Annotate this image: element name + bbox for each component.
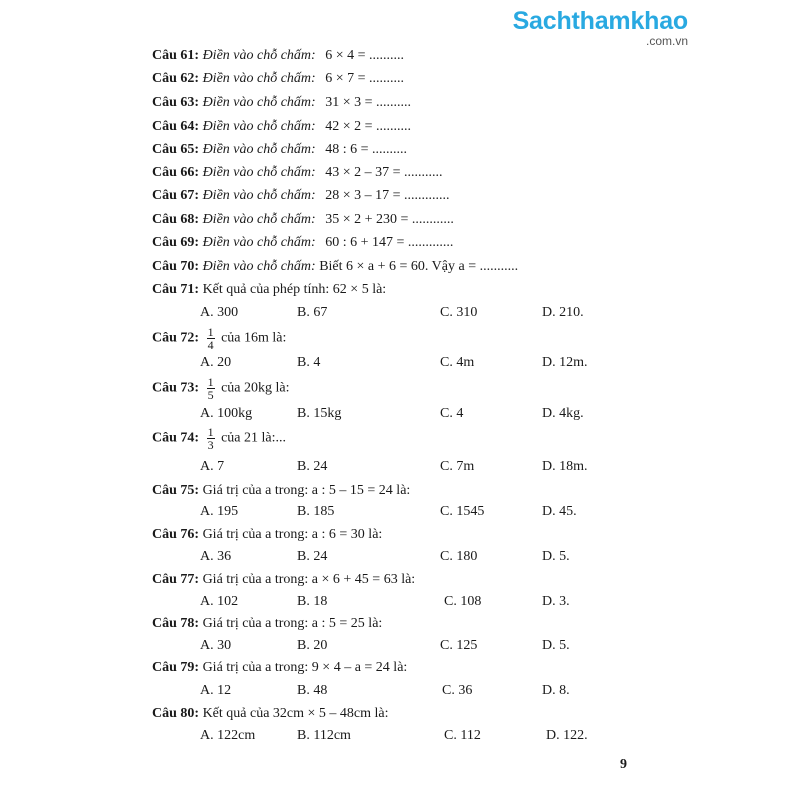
question-64 xyxy=(152,119,411,135)
question-text: Kết quả của 32cm × 5 – 48cm là: xyxy=(202,706,389,721)
question-label: Câu 79: xyxy=(152,660,200,675)
question-instruction: Điền vào chỗ chấm: xyxy=(202,235,316,250)
question-71 xyxy=(152,282,386,298)
question-instruction: Điền vào chỗ chấm: xyxy=(202,259,316,274)
logo-main-text: Sachthamkhao xyxy=(512,7,688,35)
question-text: Giá trị của a trong: a × 6 + 45 = 63 là: xyxy=(202,572,416,587)
question-label: Câu 73: xyxy=(152,380,200,396)
question-expression: 6 × 4 = .......... xyxy=(325,48,404,63)
question-instruction: Điền vào chỗ chấm: xyxy=(202,188,316,203)
option-a: A. 122cm xyxy=(200,728,256,743)
question-label: Câu 67: xyxy=(152,188,200,203)
question-text: của 16m là: xyxy=(221,330,287,346)
page-number: 9 xyxy=(620,757,627,772)
question-instruction: Điền vào chỗ chấm: xyxy=(202,48,316,63)
fraction-denominator: 5 xyxy=(207,388,214,402)
option-a: A. 20 xyxy=(200,355,232,370)
question-70 xyxy=(152,259,518,275)
options-74 xyxy=(152,459,612,475)
option-d: D. 122. xyxy=(546,728,588,743)
option-c: C. 36 xyxy=(442,683,473,698)
question-69 xyxy=(152,235,453,251)
option-d: D. 5. xyxy=(542,549,570,564)
question-text: Giá trị của a trong: a : 5 – 15 = 24 là: xyxy=(202,483,411,498)
question-65 xyxy=(152,142,407,158)
option-c: C. 108 xyxy=(444,594,482,609)
question-label: Câu 80: xyxy=(152,706,200,721)
option-a: A. 102 xyxy=(200,594,239,609)
option-b: B. 24 xyxy=(297,459,328,474)
options-75 xyxy=(152,504,612,520)
question-79 xyxy=(152,660,407,676)
question-expression: 42 × 2 = .......... xyxy=(325,119,411,134)
question-label: Câu 61: xyxy=(152,48,200,63)
fraction-denominator: 3 xyxy=(207,438,214,452)
option-a: A. 30 xyxy=(200,638,232,653)
question-instruction: Điền vào chỗ chấm: xyxy=(202,165,316,180)
option-b: B. 112cm xyxy=(297,728,351,743)
question-66 xyxy=(152,165,443,181)
question-text: Giá trị của a trong: a : 5 = 25 là: xyxy=(202,616,383,631)
question-label: Câu 64: xyxy=(152,119,200,134)
question-label: Câu 78: xyxy=(152,616,200,631)
option-d: D. 8. xyxy=(542,683,570,698)
fraction xyxy=(207,426,215,451)
question-78 xyxy=(152,616,382,632)
option-c: C. 4m xyxy=(440,355,475,370)
fraction xyxy=(207,376,215,401)
fraction xyxy=(207,326,215,351)
option-d: D. 18m. xyxy=(542,459,588,474)
question-77 xyxy=(152,572,415,588)
option-b: B. 185 xyxy=(297,504,335,519)
question-expression: Biết 6 × a + 6 = 60. Vậy a = ........... xyxy=(319,259,519,274)
option-b: B. 48 xyxy=(297,683,328,698)
option-d: D. 210. xyxy=(542,305,584,320)
logo-sub-text: .com.vn xyxy=(645,34,688,48)
option-a: A. 36 xyxy=(200,549,232,564)
question-label: Câu 66: xyxy=(152,165,200,180)
question-expression: 31 × 3 = .......... xyxy=(325,95,411,110)
options-71 xyxy=(152,305,612,321)
options-76 xyxy=(152,549,612,565)
question-text: Giá trị của a trong: 9 × 4 – a = 24 là: xyxy=(202,660,408,675)
option-b: B. 15kg xyxy=(297,406,342,421)
option-d: D. 4kg. xyxy=(542,406,584,421)
question-label: Câu 76: xyxy=(152,527,200,542)
question-text: Kết quả của phép tính: 62 × 5 là: xyxy=(202,282,387,297)
option-b: B. 20 xyxy=(297,638,328,653)
question-expression: 60 : 6 + 147 = ............. xyxy=(325,235,454,250)
question-label: Câu 72: xyxy=(152,330,200,346)
question-80 xyxy=(152,706,389,722)
fraction-numerator: 1 xyxy=(207,425,214,439)
question-72 xyxy=(152,326,286,351)
option-a: A. 195 xyxy=(200,504,239,519)
question-label: Câu 71: xyxy=(152,282,200,297)
option-d: D. 5. xyxy=(542,638,570,653)
option-c: C. 125 xyxy=(440,638,478,653)
question-expression: 28 × 3 – 17 = ............. xyxy=(325,188,450,203)
option-c: C. 7m xyxy=(440,459,475,474)
option-b: B. 4 xyxy=(297,355,321,370)
question-75 xyxy=(152,483,410,499)
question-68 xyxy=(152,212,454,228)
option-c: C. 310 xyxy=(440,305,478,320)
options-72 xyxy=(152,355,612,371)
question-instruction: Điền vào chỗ chấm: xyxy=(202,119,316,134)
question-expression: 48 : 6 = .......... xyxy=(325,142,407,157)
question-expression: 43 × 2 – 37 = ........... xyxy=(325,165,443,180)
question-instruction: Điền vào chỗ chấm: xyxy=(202,142,316,157)
option-a: A. 300 xyxy=(200,305,239,320)
question-76 xyxy=(152,527,382,543)
worksheet-page xyxy=(152,0,672,800)
option-b: B. 18 xyxy=(297,594,328,609)
fraction-denominator: 4 xyxy=(207,338,214,352)
option-d: D. 3. xyxy=(542,594,570,609)
option-d: D. 12m. xyxy=(542,355,588,370)
question-label: Câu 74: xyxy=(152,430,200,446)
option-a: A. 100kg xyxy=(200,406,253,421)
options-73 xyxy=(152,406,612,422)
question-61 xyxy=(152,48,404,64)
option-c: C. 4 xyxy=(440,406,464,421)
option-a: A. 12 xyxy=(200,683,232,698)
fraction-numerator: 1 xyxy=(207,375,214,389)
question-label: Câu 77: xyxy=(152,572,200,587)
options-77 xyxy=(152,594,612,610)
option-b: B. 67 xyxy=(297,305,328,320)
question-label: Câu 75: xyxy=(152,483,200,498)
question-63 xyxy=(152,95,411,111)
question-62 xyxy=(152,71,404,87)
option-d: D. 45. xyxy=(542,504,577,519)
option-c: C. 1545 xyxy=(440,504,485,519)
option-c: C. 180 xyxy=(440,549,478,564)
options-80 xyxy=(152,728,612,744)
question-label: Câu 62: xyxy=(152,71,200,86)
question-label: Câu 70: xyxy=(152,259,200,274)
question-text: của 20kg là: xyxy=(221,380,290,396)
question-expression: 6 × 7 = .......... xyxy=(325,71,404,86)
question-expression: 35 × 2 + 230 = ............ xyxy=(325,212,454,227)
question-instruction: Điền vào chỗ chấm: xyxy=(202,71,316,86)
option-b: B. 24 xyxy=(297,549,328,564)
question-instruction: Điền vào chỗ chấm: xyxy=(202,95,316,110)
options-78 xyxy=(152,638,612,654)
fraction-numerator: 1 xyxy=(207,325,214,339)
question-text: của 21 là:... xyxy=(221,430,286,446)
question-label: Câu 68: xyxy=(152,212,200,227)
question-label: Câu 69: xyxy=(152,235,200,250)
option-a: A. 7 xyxy=(200,459,225,474)
question-74 xyxy=(152,426,286,451)
question-instruction: Điền vào chỗ chấm: xyxy=(202,212,316,227)
option-c: C. 112 xyxy=(444,728,481,743)
question-67 xyxy=(152,188,450,204)
question-label: Câu 65: xyxy=(152,142,200,157)
question-73 xyxy=(152,376,289,401)
question-text: Giá trị của a trong: a : 6 = 30 là: xyxy=(202,527,383,542)
question-label: Câu 63: xyxy=(152,95,200,110)
options-79 xyxy=(152,683,612,699)
